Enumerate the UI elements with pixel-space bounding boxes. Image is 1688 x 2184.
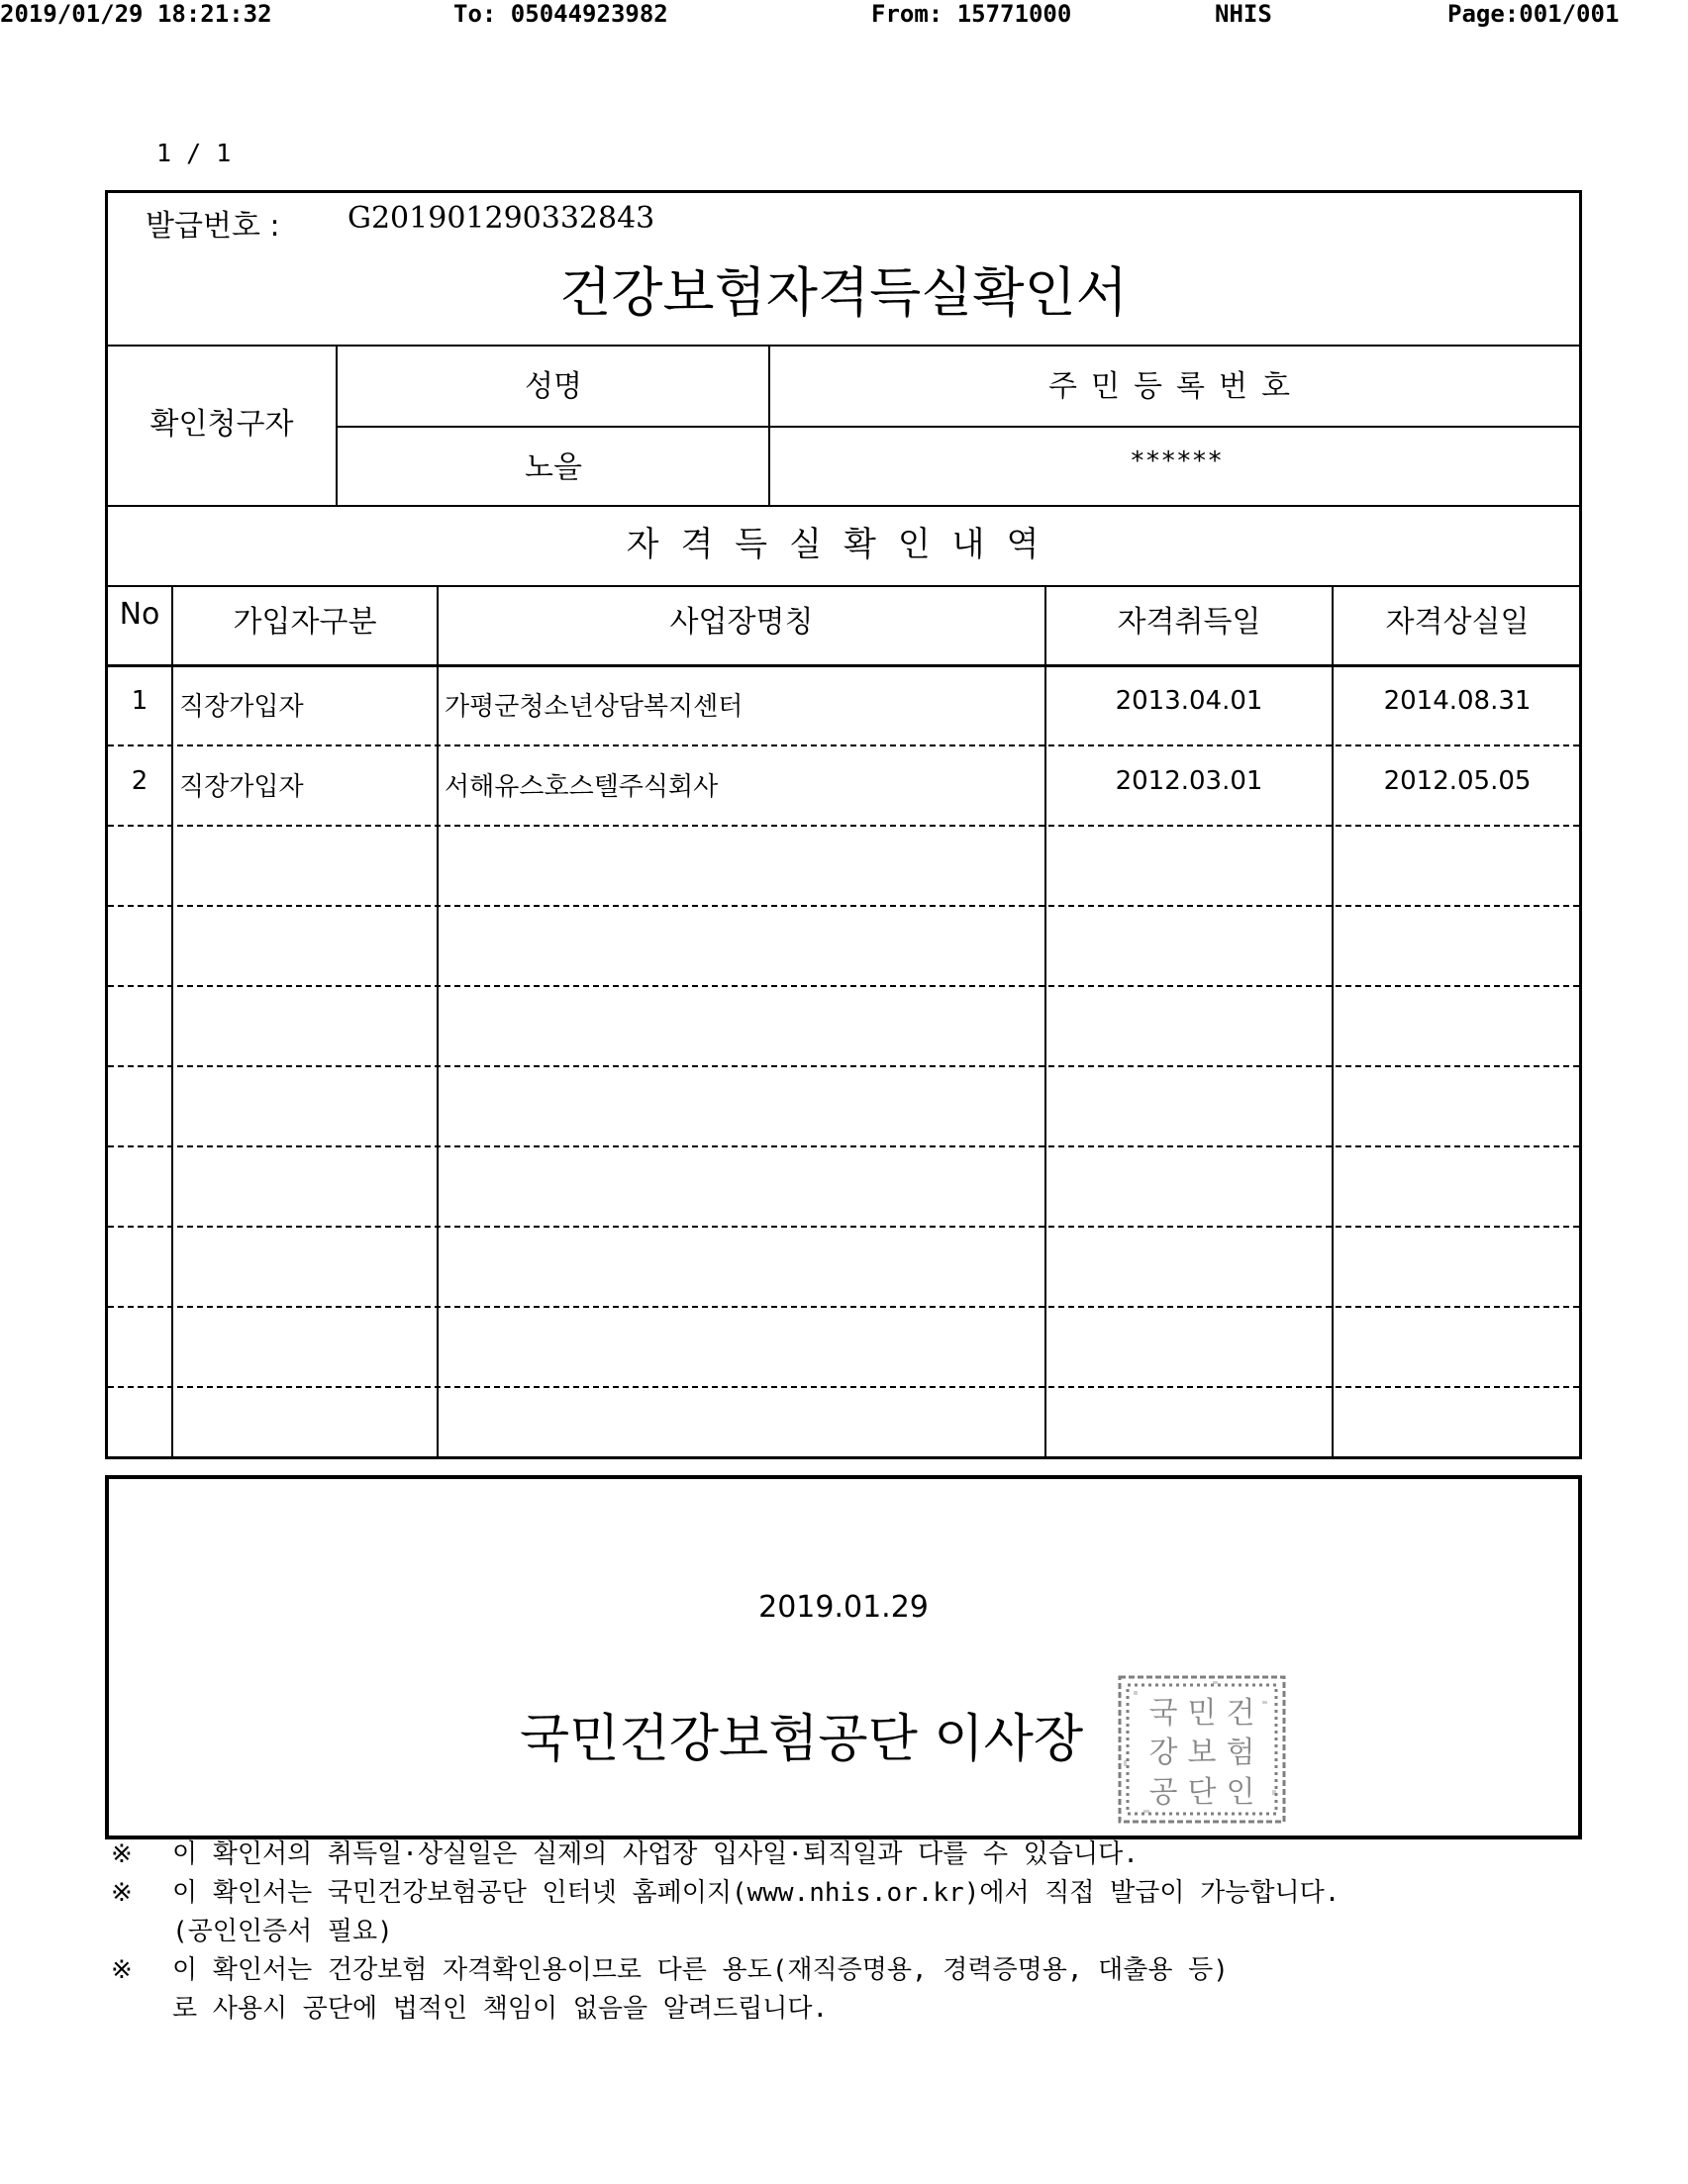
row-divider (108, 1306, 1579, 1308)
svg-text:공: 공 (1148, 1775, 1178, 1810)
fax-from: From: 15771000 (871, 0, 1072, 28)
rrn-header: 주민등록번호 (1048, 369, 1304, 404)
note-text: 이 확인서는 건강보험 자격확인용이므로 다른 용도(재직증명용, 경력증명용, 대출용 등) (172, 1955, 1229, 1985)
table-cell-acquired: 2013.04.01 (1115, 686, 1263, 716)
requester-label: 확인청구자 (149, 407, 294, 442)
name-header: 성명 (525, 369, 582, 404)
divider (336, 426, 1579, 428)
note-text: 이 확인서의 취득일·상실일은 실제의 사업장 입사일·퇴직일과 다를 수 있습니다. (172, 1839, 1139, 1869)
row-divider (108, 1145, 1579, 1147)
certificate-frame (105, 190, 1582, 1459)
note-mark: ※ (111, 1878, 133, 1908)
svg-text:건: 건 (1226, 1696, 1255, 1731)
svg-text:인: 인 (1226, 1775, 1255, 1810)
svg-text:단: 단 (1187, 1775, 1217, 1810)
document-title: 건강보험자격득실확인서 (559, 261, 1128, 324)
column-header-type: 가입자구분 (233, 605, 377, 640)
name-value: 노을 (525, 450, 582, 485)
svg-text:민: 민 (1187, 1696, 1217, 1731)
column-header-acquired: 자격취득일 (1117, 605, 1261, 640)
table-cell-no: 1 (131, 686, 149, 716)
row-divider (108, 1386, 1579, 1388)
note-text: (공인인증서 필요) (172, 1917, 393, 1946)
fax-header (0, 0, 1688, 30)
divider (108, 505, 1579, 507)
column-header-lost: 자격상실일 (1385, 605, 1530, 640)
table-cell-type: 직장가입자 (179, 692, 304, 722)
issue-date: 2019.01.29 (758, 1590, 929, 1625)
page-count: 1 / 1 (156, 139, 232, 167)
fax-sender: NHIS (1215, 0, 1272, 28)
row-divider (108, 1226, 1579, 1228)
issuer-name: 국민건강보험공단 이사장 (520, 1710, 1084, 1769)
column-header-workplace: 사업장명칭 (669, 605, 814, 640)
svg-text:국: 국 (1148, 1696, 1178, 1731)
table-cell-acquired: 2012.03.01 (1115, 766, 1263, 796)
table-cell-workplace: 가평군청소년상담복지센터 (445, 692, 744, 722)
notes (111, 1836, 1340, 2029)
row-divider (108, 905, 1579, 907)
section-title: 자격득실확인내역 (626, 525, 1061, 564)
row-divider (108, 985, 1579, 987)
rrn-value: ****** (1130, 447, 1223, 476)
signature-box (105, 1475, 1582, 1839)
svg-text:험: 험 (1226, 1736, 1255, 1770)
issue-number: G201901290332843 (348, 201, 655, 236)
table-cell-lost: 2014.08.31 (1383, 686, 1532, 716)
table-cell-no: 2 (131, 766, 149, 796)
fax-to: To: 05044923982 (453, 0, 668, 28)
fax-datetime: 2019/01/29 18:21:32 (0, 0, 272, 28)
note-item (111, 1836, 1340, 1874)
note-item (111, 1951, 1340, 2029)
table-cell-type: 직장가입자 (179, 772, 304, 802)
note-text: 이 확인서는 국민건강보험공단 인터넷 홈페이지(www.nhis.or.kr)에서 직접 발급이 가능합니다. (172, 1878, 1340, 1908)
note-item (111, 1874, 1340, 1951)
note-mark: ※ (111, 1839, 133, 1869)
column-header-no: No (119, 597, 160, 632)
divider (336, 345, 338, 506)
divider (108, 664, 1579, 667)
svg-text:보: 보 (1187, 1736, 1217, 1770)
divider (1332, 585, 1334, 1456)
divider (108, 585, 1579, 587)
note-mark: ※ (111, 1955, 133, 1985)
fax-page: Page:001/001 (1447, 0, 1620, 28)
svg-text:강: 강 (1148, 1736, 1178, 1770)
row-divider (108, 1065, 1579, 1067)
table-cell-workplace: 서해유스호스텔주식회사 (445, 772, 719, 802)
divider (171, 585, 173, 1456)
official-seal (1114, 1671, 1290, 1828)
note-text: 로 사용시 공단에 법적인 책임이 없음을 알려드립니다. (172, 1994, 829, 2024)
issue-number-label: 발급번호 : (146, 209, 280, 244)
table-cell-lost: 2012.05.05 (1383, 766, 1532, 796)
row-divider (108, 745, 1579, 746)
row-divider (108, 825, 1579, 827)
divider (108, 345, 1579, 347)
divider (1044, 585, 1046, 1456)
divider (437, 585, 439, 1456)
